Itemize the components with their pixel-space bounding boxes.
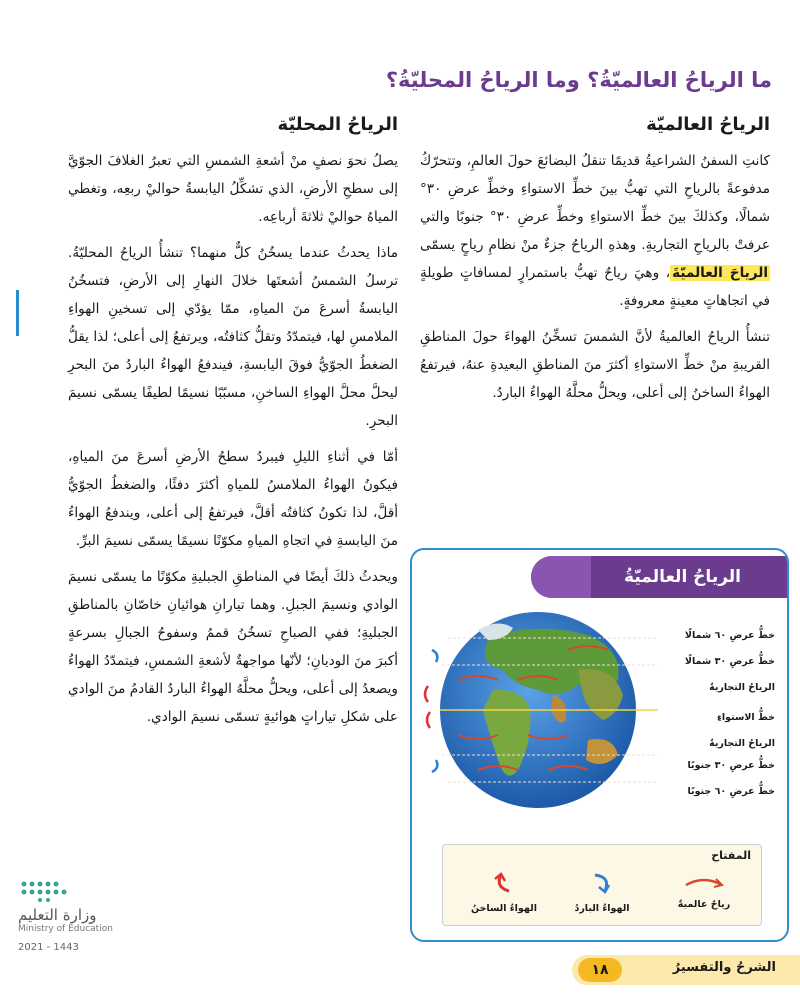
ministry-logo	[18, 880, 138, 953]
key-item-global-wind	[659, 871, 749, 910]
zone-label-trade-s: الرياحُ التجاريةُ	[709, 738, 775, 749]
hot-air-icon	[489, 871, 519, 895]
key-item-hot-air	[459, 871, 549, 914]
global-winds-p1-text: كانتِ السفنُ الشراعيةُ قديمًا تنقلُ البضائعَ حولَ العالمِ، وتتحرّكُ مدفوعةً بالرياحِ التي تهبُّ بينَ خطِّ الاستواءِ وخطِّ عرضِ ٣٠° شمالًا، وكذلكَ بينَ خطِّ الاستواءِ وخطِّ عرضِ ٣٠° جنوبًا والتي عرفتْ بالرياحِ التجاريةِ. وهذهِ الرياحُ جزءٌ منْ نظامِ رياحٍ يسمّى	[420, 153, 771, 253]
figure-title: الرياحُ العالميّةُ	[624, 567, 741, 587]
global-winds-p1-text-end: ، وهيَ رياحٌ تهبُّ باستمرارٍ لمسافاتٍ طويلةٍ في اتجاهاتٍ معينةٍ معروفةٍ.	[420, 265, 770, 309]
footer-tab	[572, 955, 800, 985]
key-label-hot-air: الهواءُ الساخنُ	[471, 903, 537, 914]
key-label-global-wind: رياحٌ عالميةٌ	[677, 899, 731, 910]
margin-marker	[16, 290, 19, 336]
global-winds-heading: الرياحُ العالميّة	[646, 114, 770, 135]
hot-air-arrows	[425, 686, 430, 728]
zone-label-30s: خطُّ عرضِ ٣٠ جنوبًا	[687, 760, 775, 771]
ministry-year: 2021 - 1443	[18, 942, 79, 953]
footer-section-label: الشرحُ والتفسيرُ	[672, 960, 776, 975]
local-winds-paragraph-3: أمّا في أثناءِ الليلِ فيبردُ سطحُ الأرضِ أسرعَ منَ المياهِ، فيكونُ الهواءُ الملامسُ للمياهِ أكثرَ دفئًا، والضغطُ الجوّيُّ أقلَّ، لذا تكونُ كثافتُه أقلَّ، فيرتفعُ إلى أعلى، ويندفعُ الهواءُ منَ اليابسةِ في اتجاهِ المياهِ مكوّنًا نسيمًا يسمّى نسيمَ البرِّ.	[68, 449, 398, 549]
figure-title-tab	[531, 556, 789, 598]
cold-air-icon	[587, 871, 617, 895]
global-winds-section	[420, 114, 770, 415]
global-winds-paragraph-2: تنشأُ الرياحُ العالميةُ لأنَّ الشمسَ تسخِّنُ الهواءَ حولَ المناطقِ القريبةِ منْ خطِّ الاستواءِ أكثرَ منَ المناطقِ البعيدةِ عنهُ، فيرتفعُ الهواءُ الساخنُ إلى أعلى، ويحلُّ محلَّهُ الهواءُ الباردُ.	[420, 329, 770, 401]
page-number: ١٨	[578, 958, 622, 982]
global-winds-paragraph-1	[420, 147, 770, 315]
zone-label-equator: خطُّ الاستواءِ	[717, 712, 775, 723]
ministry-name-ar: وزارة التعليم	[18, 906, 97, 924]
ministry-name-en: Ministry of Education	[18, 924, 113, 934]
figure-tab-accent	[531, 556, 591, 598]
local-winds-heading: الرياحُ المحليّة	[277, 114, 398, 135]
ministry-dots-icon	[18, 880, 78, 902]
cold-air-arrows	[432, 650, 437, 772]
main-heading: ما الرياحُ العالميّةُ؟ وما الرياحُ المحليّةُ؟	[385, 68, 772, 92]
local-winds-paragraph-1: يصلُ نحوَ نصفٍ منْ أشعةِ الشمسِ التي تعبرُ الغلافَ الجوّيَّ إلى سطحِ الأرضِ، الذي تشكِّلُ اليابسةُ حواليْ ربعِه، وتغطي المياهُ حواليْ ثلاثةَ أرباعِه.	[68, 153, 398, 225]
latitude-labels	[665, 610, 775, 797]
zone-label-60n: خطُّ عرضِ ٦٠ شمالًا	[684, 630, 775, 641]
local-winds-paragraph-2: ماذا يحدثُ عندما يسخُنُ كلٌّ منهما؟ تنشأُ الرياحُ المحليّةُ. ترسلُ الشمسُ أشعتَها خلالَ النهارِ إلى الأرضِ، فتسخُنُ اليابسةُ أسرعَ منَ المياهِ، ممّا يؤدّي إلى تسخينِ الهواءِ الملامسِ لها، فيتمدّدُ وتقلُّ كثافتُه، ويرتفعُ إلى أعلى؛ لذا يقلُّ الضغطُ الجوّيُّ فوقَ اليابسةِ، فيندفعُ الهواءُ الباردُ منَ البحرِ ليحلَّ محلَّ الهواءِ الساخنِ، مسبّبًا نسيمًا لطيفًا يسمّى نسيمَ البحرِ.	[68, 245, 398, 429]
local-winds-paragraph-4: ويحدثُ ذلكَ أيضًا في المناطقِ الجبليةِ مكوّنًا ما يسمّى نسيمَ الوادي ونسيمَ الجبلِ. وهما تيارانِ هوائيانِ خاصّانِ بالمناطقِ الجبليةِ؛ ففي الصباحِ تسخُنُ قممُ وسفوحُ الجبالِ بسرعةٍ أكبرَ منَ الوديانِ؛ لأنّها مواجهةٌ لأشعةِ الشمسِ، فيتمدّدُ الهواءُ ويصعدُ إلى أعلى، ويحلُّ محلَّهُ الهواءُ الباردُ القادمُ منَ الوادي على شكلِ تياراتٍ هوائيةٍ تسمّى نسيمَ الوادي.	[68, 569, 398, 725]
highlighted-term: الرياحَ العالميّةَ	[672, 265, 768, 281]
global-winds-figure	[410, 548, 789, 942]
zone-label-60s: خطُّ عرضِ ٦٠ جنوبًا	[687, 786, 775, 797]
hot-air-arrow	[427, 712, 430, 728]
key-label-cold-air: الهواءُ الباردُ	[574, 903, 630, 914]
zone-label-30n: خطُّ عرضِ ٣٠ شمالًا	[684, 656, 775, 667]
cold-air-arrow	[432, 650, 437, 662]
global-wind-icon	[682, 871, 726, 891]
figure-key	[442, 844, 762, 926]
key-item-cold-air	[557, 871, 647, 914]
hot-air-arrow	[425, 686, 428, 702]
local-winds-section	[68, 114, 398, 739]
cold-air-arrow	[432, 760, 437, 772]
globe-illustration	[418, 610, 658, 810]
key-title: المفتاح	[711, 849, 751, 862]
zone-label-trade-n: الرياحُ التجاريةُ	[709, 682, 775, 693]
